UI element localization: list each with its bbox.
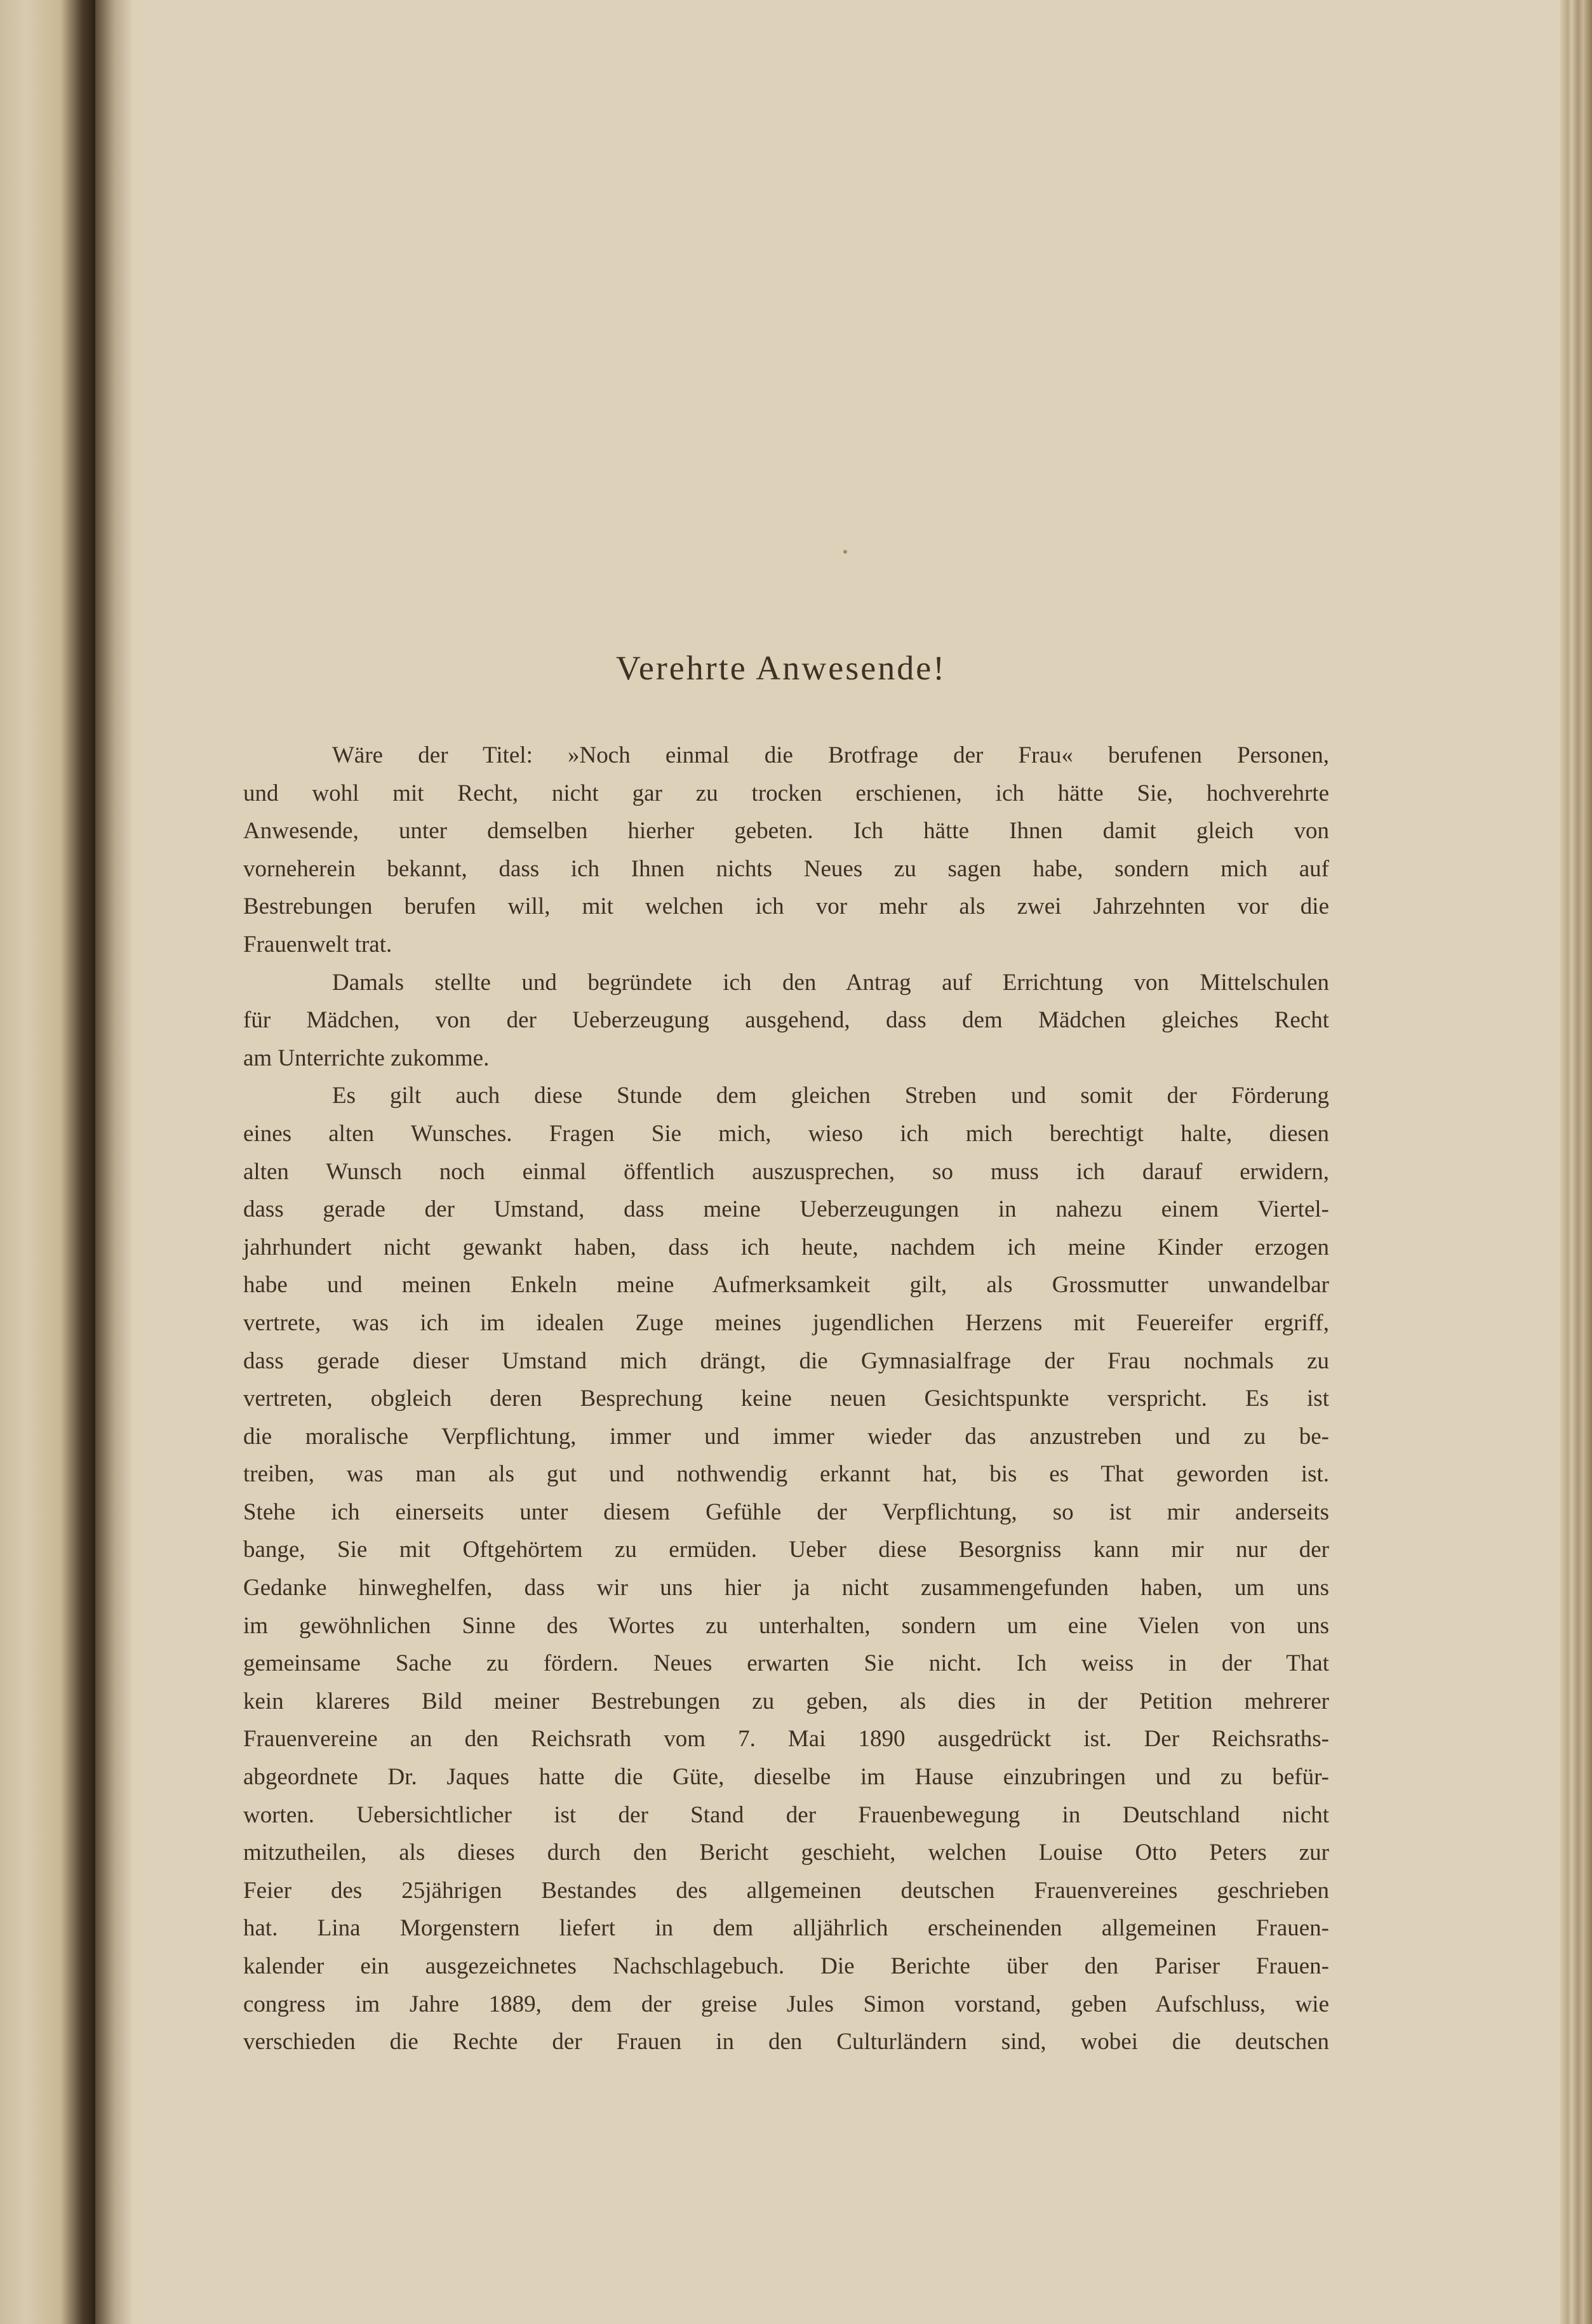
text-line: gemeinsame Sache zu fördern. Neues erwarten Sie nicht. Ich weiss in der That: [243, 1650, 1329, 1677]
text-line: abgeordnete Dr. Jaques hatte die Güte, dieselbe im Hause einzubringen und zu befür-: [243, 1764, 1329, 1791]
paragraph-3: [243, 1077, 1329, 2060]
paper-speck: [843, 550, 847, 554]
text-line: mitzutheilen, als dieses durch den Bericht geschieht, welchen Louise Otto Peters zur: [243, 1840, 1329, 1866]
text-line: bange, Sie mit Oftgehörtem zu ermüden. Ueber diese Besorgniss kann mir nur der: [243, 1537, 1329, 1563]
text-line: am Unterrichte zukomme.: [243, 1045, 490, 1071]
text-line: Bestrebungen berufen will, mit welchen ich vor mehr als zwei Jahrzehnten vor die: [243, 893, 1329, 920]
text-line: jahrhundert nicht gewankt haben, dass ich heute, nachdem ich meine Kinder erzogen: [243, 1234, 1329, 1260]
text-line: für Mädchen, von der Ueberzeugung ausgehend, dass dem Mädchen gleiches Recht: [243, 1007, 1329, 1034]
text-line: alten Wunsch noch einmal öffentlich auszusprechen, so muss ich darauf erwidern,: [243, 1158, 1329, 1185]
text-line: verschieden die Rechte der Frauen in den Culturländern sind, wobei die deutschen: [243, 2029, 1329, 2055]
text-line: vertreten, obgleich deren Besprechung keine neuen Gesichtspunkte verspricht. Es ist: [243, 1386, 1329, 1412]
text-line: die moralische Verpflichtung, immer und immer wieder das anzustreben und zu be-: [243, 1423, 1329, 1450]
text-line: Gedanke hinweghelfen, dass wir uns hier ja nicht zusammengefunden haben, um uns: [243, 1575, 1329, 1601]
text-line: kein klareres Bild meiner Bestrebungen zu geben, als dies in der Petition mehrerer: [243, 1688, 1329, 1714]
text-line: Frauenwelt trat.: [243, 931, 392, 958]
text-line: Damals stellte und begründete ich den Antrag auf Errichtung von Mittelschulen: [332, 969, 1329, 996]
text-line: Wäre der Titel: »Noch einmal die Brotfrage der Frau« berufenen Personen,: [332, 742, 1329, 768]
page-heading: Verehrte Anwesende!: [615, 649, 947, 688]
text-line: Frauenvereine an den Reichsrath vom 7. Mai 1890 ausgedrückt ist. Der Reichsraths-: [243, 1726, 1329, 1753]
text-line: vertrete, was ich im idealen Zuge meines jugendlichen Herzens mit Feuereifer ergriff,: [243, 1309, 1329, 1336]
text-line: hat. Lina Morgenstern liefert in dem alljährlich erscheinenden allgemeinen Frauen-: [243, 1915, 1329, 1942]
page-stack-edge: [1560, 0, 1592, 2324]
text-line: vorneherein bekannt, dass ich Ihnen nichts Neues zu sagen habe, sondern mich auf: [243, 855, 1329, 882]
text-line: dass gerade der Umstand, dass meine Ueberzeugungen in nahezu einem Viertel-: [243, 1196, 1329, 1223]
text-line: Anwesende, unter demselben hierher gebeten. Ich hätte Ihnen damit gleich von: [243, 818, 1329, 845]
text-line: und wohl mit Recht, nicht gar zu trocken erschienen, ich hätte Sie, hochverehrte: [243, 780, 1329, 806]
text-line: habe und meinen Enkeln meine Aufmerksamkeit gilt, als Grossmutter unwandelbar: [243, 1272, 1329, 1299]
body-text: [243, 737, 1329, 2061]
paragraph-1: [243, 737, 1329, 964]
text-line: congress im Jahre 1889, dem der greise Jules Simon vorstand, geben Aufschluss, wie: [243, 1991, 1329, 2017]
text-line: Feier des 25jährigen Bestandes des allgemeinen deutschen Frauenvereines geschrieben: [243, 1877, 1329, 1904]
text-line: eines alten Wunsches. Fragen Sie mich, wieso ich mich berechtigt halte, diesen: [243, 1120, 1329, 1147]
text-line: treiben, was man als gut und nothwendig erkannt hat, bis es That geworden ist.: [243, 1461, 1329, 1488]
text-line: worten. Uebersichtlicher ist der Stand der Frauenbewegung in Deutschland nicht: [243, 1801, 1329, 1828]
book-gutter: [95, 0, 133, 2324]
left-page-edge: [0, 0, 95, 2324]
text-line: im gewöhnlichen Sinne des Wortes zu unterhalten, sondern um eine Vielen von uns: [243, 1612, 1329, 1639]
text-line: kalender ein ausgezeichnetes Nachschlagebuch. Die Berichte über den Pariser Frauen-: [243, 1953, 1329, 1979]
text-line: dass gerade dieser Umstand mich drängt, die Gymnasialfrage der Frau nochmals zu: [243, 1347, 1329, 1374]
text-line: Stehe ich einerseits unter diesem Gefühle der Verpflichtung, so ist mir anderseits: [243, 1499, 1329, 1525]
text-line: Es gilt auch diese Stunde dem gleichen Streben und somit der Förderung: [332, 1083, 1329, 1109]
paragraph-2: [243, 964, 1329, 1078]
